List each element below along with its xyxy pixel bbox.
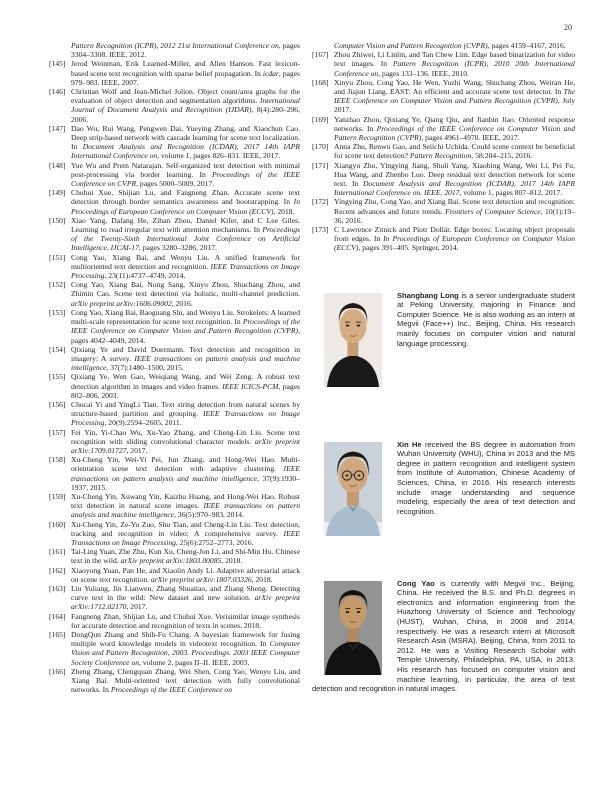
- reference-number: [170]: [312, 142, 329, 152]
- reference-text: C Lawrence Zitnick and Piotr Dollár. Edge boxes: Locating object proposals from edges. In: [334, 225, 575, 244]
- reference-entry: [49, 124, 300, 161]
- reference-entry: [49, 492, 300, 520]
- reference-number: [165]: [49, 630, 66, 639]
- reference-venue-text: In Proceedings of European Conference on Computer Vision (ECCV): [334, 234, 575, 253]
- reference-entry: [49, 667, 300, 695]
- reference-text: , 2017.: [126, 445, 148, 455]
- reference-text: Xu-Cheng Yin, Wei-Yi Pei, Jun Zhang, and Hong-Wei Hao. Multi-orientation scene text detection with adaptive clustering.: [71, 455, 300, 474]
- reference-continuation: [312, 41, 575, 50]
- reference-number: [148]: [49, 160, 66, 170]
- reference-venue-text: The IEEE Conference on Computer Vision and Pattern Recognition (CVPR): [334, 87, 575, 106]
- page-number: 20: [564, 23, 572, 32]
- reference-venue-text: arXiv preprint arXiv:1807.03326: [150, 574, 252, 584]
- reference-text: Yue Wu and Prem Natarajan. Self-organized text detection with minimal post-processing via border learning. In: [71, 160, 300, 179]
- references-column-left: [49, 41, 300, 694]
- reference-text: Fei Yin, Yi-Chao Wu, Xu-Yao Zhang, and Cheng-Lin Liu. Scene text recognition with sliding convolutional character models.: [71, 427, 300, 446]
- reference-text: , July 2017.: [334, 96, 575, 115]
- reference-venue-text: Proceedings of the Twenty-Sixth International Joint Conference on Artificial Intelligence, IJCAI-17: [71, 225, 300, 253]
- reference-number: [156]: [49, 399, 66, 409]
- reference-venue-text: IEEE ICICS-PCM: [222, 381, 279, 391]
- references-column-right: [312, 41, 575, 694]
- reference-entry: [49, 59, 300, 87]
- reference-number: [166]: [49, 666, 66, 676]
- reference-text: Cong Yao, Xiang Bai, Nong Sang, Xinyu Zhou, Shuchang Zhou, and Zhimin Cao. Scene text detection via holistic, multi-channel prediction.: [71, 280, 300, 299]
- reference-text: , pages 391–405. Springer, 2014.: [358, 243, 459, 253]
- reference-entry: [312, 161, 575, 198]
- reference-number: [151]: [49, 252, 66, 262]
- reference-text: Xiangyu Zhu, Yingying Jiang, Shuli Yang, Xiaobing Wang, Wei Li, Pei Fu, Hua Wang, and Zhenbo Luo. Deep residual text detection network for scene text. In: [334, 160, 575, 189]
- reference-text: Tai-Ling Yuan, Zhe Zhu, Kun Xu, Cheng-Jun Li, and Shi-Min Hu. Chinese text in the wild.: [71, 547, 300, 566]
- reference-text: , 37(7):1480–1500, 2015.: [106, 363, 184, 373]
- reference-text: , volume 1, pages 807–812, 2017.: [459, 188, 563, 198]
- reference-text: Xiao Yang, Dafang He, Zihan Zhou, Daniel Kifer, and C Lee Giles. Learning to read irregular text with attention mechanisms. In: [71, 215, 300, 235]
- reference-text: DongQun Zhang and Shih-Fu Chang. A bayesian framework for fusing multiple word knowledge models in videotext recognition. In: [71, 630, 300, 649]
- reference-text: , 2018.: [273, 206, 295, 216]
- reference-venue-text: International Journal of Document Analysis and Recognition (IJDAR): [71, 96, 300, 115]
- reference-venue-text: Proceedings of the IEEE Conference on: [110, 685, 232, 695]
- reference-entry: [49, 455, 300, 492]
- reference-venue-text: IEEE Transactions on Image Processing: [71, 261, 300, 281]
- reference-text: Xu-Cheng Yin, Ze-Yu Zuo, Shu Tian, and Cheng-Lin Liu. Text detection, tracking and recognition in video: A comprehensive survey.: [71, 519, 300, 538]
- reference-entry: [49, 566, 300, 584]
- reference-number: [164]: [49, 611, 66, 621]
- reference-entry: [49, 253, 300, 281]
- reference-text: , 58:204–215, 2016.: [471, 151, 533, 161]
- author-bio-text: received the BS degree in automation from Wuhan University (WHU), China in 2013 and the MS degree in pattern recognition and intelligent system from Institute of Automation, Chinese Academy of Sciences, China, in 2016. His research interests include image understanding and sequence modeling, especially the area of text detection and recognition.: [397, 439, 575, 516]
- reference-venue-text: Computer Vision and Pattern Recognition (CVPR): [334, 41, 488, 50]
- biography-xin-he: [312, 440, 575, 539]
- reference-venue-text: arXiv preprint arXiv:1803.00085: [120, 556, 222, 566]
- reference-text: Fangneng Zhan, Shijian Lu, and Chuhui Xue. Verisimilar image synthesis for accurate detection and recognition of texts in scenes. 2018.: [71, 611, 300, 630]
- reference-entry: [49, 161, 300, 189]
- reference-entry: [49, 308, 300, 345]
- reference-entry: [49, 547, 300, 565]
- reference-text: , 2016.: [171, 298, 193, 308]
- reference-number: [152]: [49, 280, 66, 290]
- reference-number: [154]: [49, 344, 66, 354]
- author-name: Cong Yao: [397, 578, 435, 588]
- reference-continuation: [49, 41, 300, 59]
- reference-text: Cong Yao, Xiang Bai, and Wenyu Liu. A unified framework for multioriented text detection and recognition.: [71, 252, 300, 271]
- reference-entry: [49, 630, 300, 667]
- reference-text: , pages 133–136. IEEE, 2010.: [378, 68, 469, 78]
- reference-venue-text: Proceedings of the IEEE Conference on Computer Vision and Pattern Recognition (CVPR): [334, 123, 575, 143]
- shangbang-long-headshot-icon: [324, 293, 382, 387]
- reference-text: Xinyu Zhou, Cong Yao, He Wen, Yuzhi Wang, Shuchang Zhou, Weiran He, and Jiajun Liang. EAST: An efficient and accurate scene text detector. In: [334, 77, 575, 97]
- reference-entry: [312, 78, 575, 115]
- reference-number: [149]: [49, 188, 66, 198]
- reference-number: [153]: [49, 307, 66, 317]
- reference-text: , pages 4159–4167, 2016.: [487, 41, 566, 50]
- reference-number: [161]: [49, 547, 66, 557]
- biography-cong-yao: [312, 579, 575, 694]
- author-biographies: [312, 291, 575, 694]
- reference-venue-text: Frontiers of Computer Science: [445, 206, 541, 216]
- reference-text: Qixiang Ye and David Doermann. Text detection and recognition in imagery: A survey.: [71, 344, 300, 363]
- reference-text: Chuhui Xue, Shijian Lu, and Fangneng Zhan. Accurate scene text detection through border semantics awareness and bootstrapping. In: [71, 188, 300, 207]
- reference-text: Cong Yao, Xiang Bai, Baoguang Shi, and Wenyu Liu. Strokelets: A learned multi-scale representation for scene text recognition. In: [71, 307, 300, 327]
- reference-text: Dao Wu, Rui Wang, Pengwen Dai, Yueying Zhang, and Xiaochun Cao. Deep strip-based network with cascade learning for scene text localization. In: [71, 123, 300, 152]
- reference-entry: [312, 142, 575, 160]
- reference-text: , pages 979–983. IEEE, 2007.: [71, 68, 301, 87]
- reference-text: Christian Wolf and Jean-Michel Jolion. Object count/area graphs for the evaluation of object detection and segmentation algorithms.: [71, 87, 300, 106]
- reference-text: , 2017.: [126, 602, 148, 612]
- reference-venue-text: Pattern Recognition (ICPR), 2012 21st International Conference on: [71, 41, 279, 50]
- reference-text: Chucai Yi and YingLi Tian. Text string detection from natural scenes by structure-based partition and grouping.: [71, 399, 300, 419]
- reference-entry: [49, 428, 300, 456]
- reference-venue-text: IEEE transactions on pattern analysis and machine intelligence: [71, 501, 300, 520]
- reference-text: , volume 2, pages II–II. IEEE, 2003.: [139, 657, 250, 667]
- reference-text: , 37(9):1930–1937, 2015.: [71, 473, 301, 492]
- reference-text: , pages 3280–3286, 2017.: [138, 243, 217, 253]
- reference-text: , 20(9):2594–2605, 2011.: [104, 418, 182, 428]
- reference-text: Jerod Weinman, Erik Learned-Miller, and Allen Hanson. Fast lexicon-based scene text recognition with sparse belief propagation. In: [71, 59, 300, 78]
- reference-number: [157]: [49, 427, 66, 437]
- xin-he-headshot-icon: [324, 442, 382, 536]
- reference-entry: [49, 345, 300, 373]
- reference-number: [171]: [312, 160, 329, 170]
- reference-text: Zhou Zhiwei, Li Linlin, and Tan Chew Lim. Edge based binarization for video text images. In: [334, 50, 575, 69]
- reference-venue-text: arXiv preprint arXiv:1606.09002: [71, 298, 172, 308]
- reference-text: , pages 5000–5009, 2017.: [136, 179, 215, 189]
- reference-text: Xiaoyong Yuan, Pan He, and Xiaolin Andy Li. Adaptive adversarial attack on scene text recognition.: [71, 565, 300, 584]
- reference-venue-text: arXiv preprint arXiv:1712.02170: [71, 593, 300, 612]
- reference-number: [163]: [49, 583, 66, 593]
- reference-text: Zheng Zhang, Chengquan Zhang, Wei Shen, Cong Yao, Wenyu Liu, and Xiang Bai. Multi-oriented text detection with fully convolutional networks. In: [71, 666, 300, 695]
- reference-number: [147]: [49, 123, 66, 133]
- reference-number: [158]: [49, 455, 66, 465]
- reference-number: [173]: [312, 225, 329, 235]
- reference-venue-text: Pattern Recognition: [409, 151, 472, 161]
- reference-entry: [312, 50, 575, 78]
- cong-yao-headshot-icon: [324, 581, 382, 675]
- reference-number: [168]: [312, 77, 329, 87]
- reference-number: [145]: [49, 59, 66, 69]
- reference-text: , 25(6):2752–2773, 2016.: [175, 537, 254, 547]
- reference-entry: [312, 225, 575, 253]
- reference-entry: [49, 584, 300, 612]
- reference-text: Liu Yuliang, Jin Lianwen, Zhang Shuaitao, and Zhang Sheng. Detecting curve text in the wild: New dataset and new solution.: [71, 583, 300, 603]
- author-bio-text: is a senior undergraduate student at Peking University, majoring in Finance and Computer Science. He is also working as an intern at Megvii (Face++) Inc., Beijing, China. His research mainly focuses on computer vision and natural language processing.: [397, 290, 575, 348]
- reference-venue-text: arXiv preprint arXiv:1709.01727: [71, 436, 300, 455]
- reference-venue-text: icdar: [262, 68, 279, 78]
- reference-venue-text: Document Analysis and Recognition (ICDAR), 2017 14th IAPR International Conference on. IEEE, 2017: [334, 179, 575, 198]
- reference-venue-text: IEEE Transactions on Image Processing: [71, 409, 300, 428]
- biography-shangbang-long: [312, 291, 575, 390]
- reference-text: , 10(1):19–36, 2016.: [334, 206, 575, 225]
- reference-venue-text: Proceedings of the IEEE Conference on Computer Vision and Pattern Recognition (CVPR): [71, 317, 300, 336]
- reference-number: [160]: [49, 519, 66, 529]
- reference-text: Anna Zhu, Renwu Gao, and Seiichi Uchida. Could scene context be beneficial for scene text detection?: [334, 142, 575, 161]
- reference-venue-text: IEEE Transactions on Image Processing: [71, 528, 300, 547]
- reference-text: , 23(11):4737–4749, 2014.: [104, 271, 186, 281]
- reference-number: [172]: [312, 197, 329, 207]
- reference-number: [167]: [312, 50, 329, 60]
- reference-venue-text: IEEE transactions on pattern analysis and machine intelligence: [71, 353, 301, 373]
- reference-text: , pages 4961–4970. IEEE, 2017.: [421, 133, 520, 143]
- reference-number: [155]: [49, 372, 66, 382]
- reference-entry: [49, 612, 300, 630]
- reference-entry: [49, 520, 300, 548]
- reference-number: [162]: [49, 565, 66, 575]
- reference-number: [146]: [49, 87, 66, 97]
- reference-entry: [312, 197, 575, 225]
- reference-entry: [49, 216, 300, 253]
- reference-venue-text: IEEE transactions on pattern analysis and machine intelligence: [71, 464, 300, 483]
- references-list-right: [312, 41, 575, 253]
- reference-venue-text: Computer Vision and Pattern Recognition, 2003. Proceedings. 2003 IEEE Computer Society Conference on: [71, 639, 300, 667]
- author-name: Xin He: [397, 439, 422, 449]
- reference-text: , 8(4):280–296, 2006.: [71, 105, 300, 124]
- reference-text: , pages 802–806, 2003.: [71, 381, 300, 400]
- author-bio-text: is currently with Megvii Inc., Beijing, China. He received the B.S. and Ph.D. degrees in electronics and information engineering from the Huazhong University of Science and Technology (HUST), Wuhan, China, in 2008 and 2014, respectively. He was a research intern at Microsoft Research Asia (MSRA), Beijing, China, from 2011 to 2012. He was a Visiting Research Scholar with Temple University, Philadelphia, PA, USA, in 2013. His research has focused on computer vision and machine learning, in particular, the area of text detection and recognition in natural images.: [312, 578, 575, 694]
- reference-number: [169]: [312, 114, 329, 124]
- reference-entry: [49, 372, 300, 400]
- reference-number: [159]: [49, 491, 66, 501]
- reference-text: Qixiang Ye, Wen Gao, Weiqiang Wang, and Wei Zeng. A robust text detection algorithm in images and video frames.: [71, 372, 300, 391]
- reference-entry: [49, 280, 300, 308]
- reference-text: , pages 3304–3308. IEEE, 2012.: [71, 41, 300, 60]
- reference-text: , 2018.: [251, 574, 273, 584]
- reference-venue-text: Pattern Recognition (ICPR), 2010 20th International Conference on: [334, 59, 575, 78]
- reference-text: , 36(5):970–983, 2014.: [174, 510, 244, 520]
- reference-entry: [49, 400, 300, 428]
- author-name: Shangbang Long: [397, 290, 459, 300]
- reference-text: , 2018.: [221, 556, 243, 566]
- reference-text: Yanzhao Zhou, Qixiang Ye, Qiang Qiu, and Jianbin Jiao. Oriented response networks. In: [334, 114, 575, 133]
- reference-venue-text: In Proceedings of European Conference on Computer Vision (ECCV): [71, 197, 300, 216]
- reference-number: [150]: [49, 215, 66, 225]
- reference-text: , volume 1, pages 826–831. IEEE, 2017.: [157, 151, 281, 161]
- reference-text: , pages 4042–4049, 2014.: [71, 326, 300, 345]
- reference-text: Xu-Cheng Yin, Xuwang Yin, Kaizhu Huang, and Hong-Wei Hao. Robust text detection in natural scene images.: [71, 491, 300, 511]
- reference-entry: [49, 87, 300, 124]
- reference-venue-text: Document Analysis and Recognition (ICDAR), 2017 14th IAPR International Conference on: [71, 142, 300, 161]
- reference-venue-text: Proceedings of the IEEE Conference on CVPR: [71, 169, 301, 189]
- reference-entry: [312, 115, 575, 143]
- reference-entry: [49, 188, 300, 216]
- reference-text: Yingying Zhu, Cong Yao, and Xiang Bai. Scene text detection and recognition: Recent advances and future trends.: [334, 197, 575, 216]
